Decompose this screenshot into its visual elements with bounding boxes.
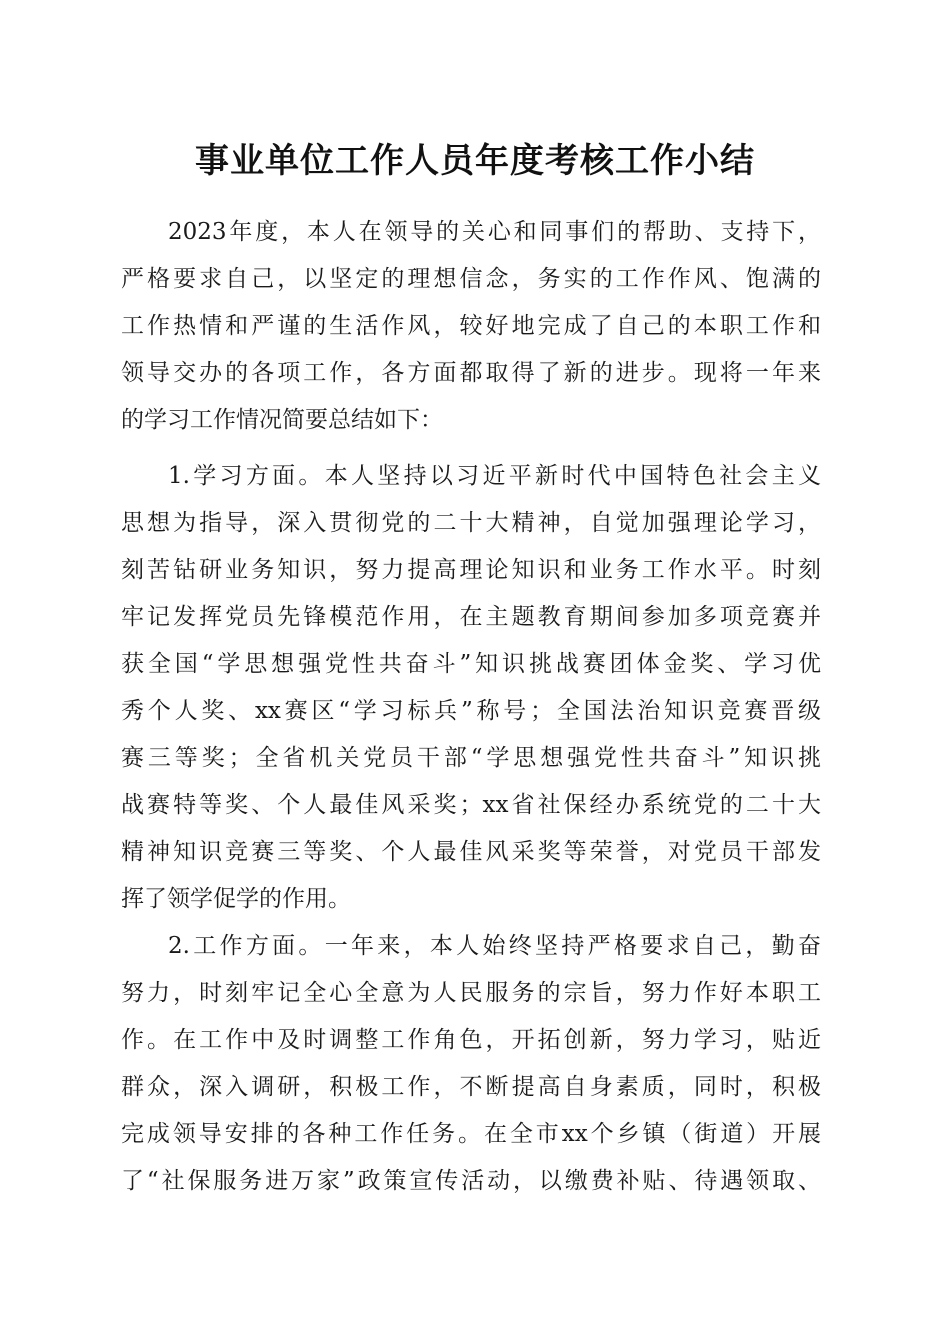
paragraph-2-line: 刻苦钻研业务知识，努力提高理论知识和业务工作水平。时刻 <box>121 557 821 583</box>
paragraph-1-line: 严格要求自己，以坚定的理想信念，务实的工作作风、饱满的 <box>121 266 821 292</box>
paragraph-1-line: 2023年度，本人在领导的关心和同事们的帮助、支持下， <box>168 219 821 245</box>
paragraph-2-line: 思想为指导，深入贯彻党的二十大精神，自觉加强理论学习， <box>121 510 821 536</box>
paragraph-2-line: 获全国“学思想强党性共奋斗”知识挑战赛团体金奖、学习优 <box>121 651 821 677</box>
paragraph-1-line: 的学习工作情况简要总结如下： <box>121 407 443 433</box>
paragraph-2-line: 赛三等奖；全省机关党员干部“学思想强党性共奋斗”知识挑 <box>121 745 821 771</box>
paragraph-2-line: 1.学习方面。本人坚持以习近平新时代中国特色社会主义 <box>168 463 821 489</box>
paragraph-2-line: 挥了领学促学的作用。 <box>121 886 351 912</box>
paragraph-2-line: 精神知识竞赛三等奖、个人最佳风采奖等荣誉，对党员干部发 <box>121 839 821 865</box>
paragraph-3-line: 2.工作方面。一年来，本人始终坚持严格要求自己，勤奋 <box>168 933 821 959</box>
paragraph-1-line: 工作热情和严谨的生活作风，较好地完成了自己的本职工作和 <box>121 313 821 339</box>
paragraph-1-line: 领导交办的各项工作，各方面都取得了新的进步。现将一年来 <box>121 360 821 386</box>
paragraph-3-line: 努力，时刻牢记全心全意为人民服务的宗旨，努力作好本职工 <box>121 980 821 1006</box>
paragraph-3-line: 群众，深入调研，积极工作，不断提高自身素质，同时，积极 <box>121 1074 821 1100</box>
paragraph-2-line: 秀个人奖、xx赛区“学习标兵”称号；全国法治知识竞赛晋级 <box>121 698 821 724</box>
paragraph-3-line: 完成领导安排的各种工作任务。在全市xx个乡镇（街道）开展 <box>121 1121 821 1147</box>
paragraph-3-line: 了“社保服务进万家”政策宣传活动，以缴费补贴、待遇领取、 <box>121 1168 821 1194</box>
paragraph-3-line: 作。在工作中及时调整工作角色，开拓创新，努力学习，贴近 <box>121 1027 821 1053</box>
paragraph-2-line: 战赛特等奖、个人最佳风采奖；xx省社保经办系统党的二十大 <box>121 792 821 818</box>
document-title: 事业单位工作人员年度考核工作小结 <box>195 141 755 181</box>
paragraph-2-line: 牢记发挥党员先锋模范作用，在主题教育期间参加多项竞赛并 <box>121 604 821 630</box>
